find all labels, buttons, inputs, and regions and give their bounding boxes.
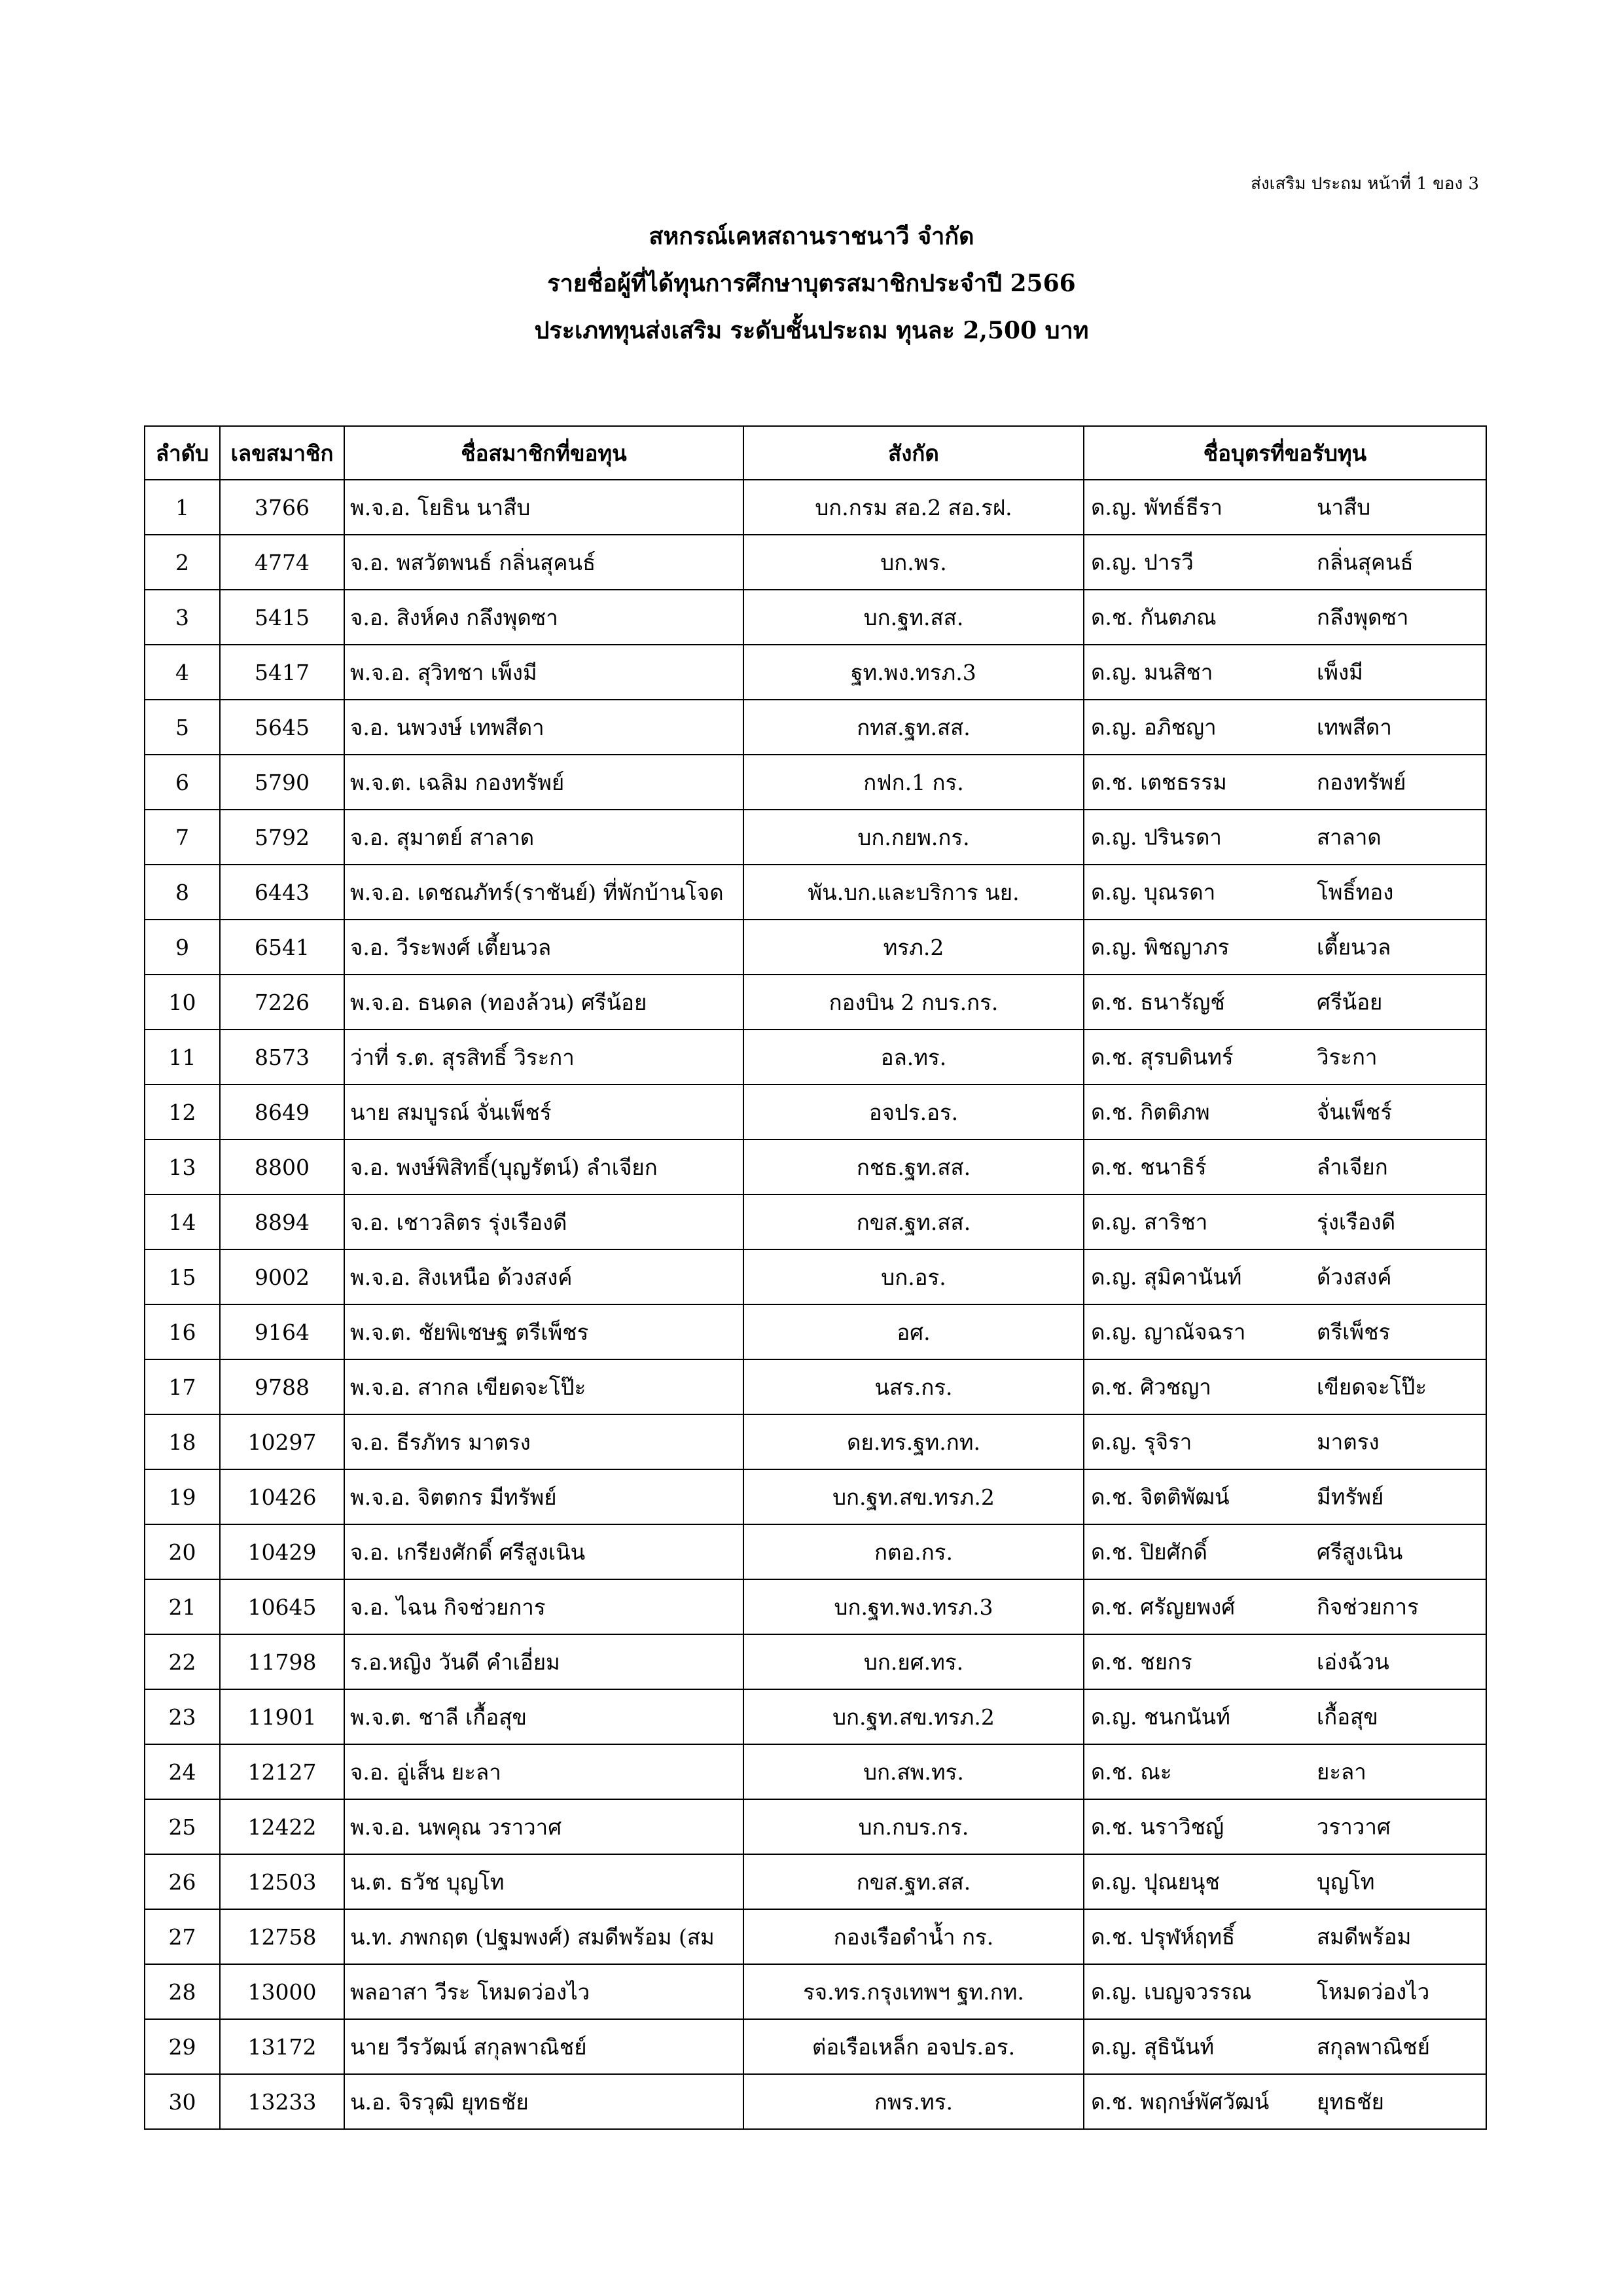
child-first-name: ด.ญ. ชนกนันท์	[1091, 1704, 1230, 1730]
cell-unit: ทรภ.2	[743, 920, 1084, 975]
child-last-name: สมดีพร้อม	[1317, 1924, 1412, 1950]
cell-unit: กพร.ทร.	[743, 2074, 1084, 2129]
table-row	[145, 1030, 1486, 1085]
table-row	[145, 645, 1486, 700]
cell-child-name	[1084, 865, 1486, 920]
table-row	[145, 1524, 1486, 1579]
cell-no: 14	[145, 1194, 220, 1249]
child-first-name: ด.ช. ปิยศักดิ์	[1091, 1539, 1207, 1565]
cell-no: 15	[145, 1249, 220, 1304]
cell-child-name	[1084, 1030, 1486, 1085]
table-row	[145, 1744, 1486, 1799]
cell-member-name: จ.อ. ธีรภัทร มาตรง	[344, 1414, 743, 1469]
cell-unit: บก.พร.	[743, 535, 1084, 590]
cell-member-name: จ.อ. เกรียงศักดิ์ ศรีสูงเนิน	[344, 1524, 743, 1579]
cell-member-name: น.ท. ภพกฤต (ปฐมพงศ์) สมดีพร้อม (สม	[344, 1909, 743, 1964]
child-last-name: จั่นเพ็ชร์	[1317, 1099, 1393, 1125]
cell-no: 16	[145, 1304, 220, 1359]
cell-child-name	[1084, 1304, 1486, 1359]
child-first-name: ด.ญ. สุธินันท์	[1091, 2034, 1215, 2060]
cell-member-name: จ.อ. สุมาตย์ สาลาด	[344, 810, 743, 865]
cell-child-name	[1084, 1909, 1486, 1964]
cell-unit: กชธ.ฐท.สส.	[743, 1139, 1084, 1194]
cell-member-no: 10426	[220, 1469, 344, 1524]
cell-child-name	[1084, 1744, 1486, 1799]
cell-no: 2	[145, 535, 220, 590]
child-last-name: รุ่งเรืองดี	[1317, 1209, 1396, 1235]
cell-member-name: นาย สมบูรณ์ จั่นเพ็ชร์	[344, 1085, 743, 1139]
cell-member-no: 7226	[220, 975, 344, 1030]
child-last-name: บุญโท	[1317, 1869, 1375, 1895]
child-last-name: นาสืบ	[1317, 494, 1371, 520]
child-last-name: กลิ่นสุคนธ์	[1317, 549, 1414, 575]
cell-no: 24	[145, 1744, 220, 1799]
child-last-name: เขียดจะโป๊ะ	[1317, 1374, 1427, 1400]
child-last-name: กลึงพุดซา	[1317, 604, 1409, 630]
cell-member-no: 12127	[220, 1744, 344, 1799]
cell-no: 8	[145, 865, 220, 920]
cell-child-name	[1084, 810, 1486, 865]
cell-member-no: 13233	[220, 2074, 344, 2129]
table-row	[145, 1689, 1486, 1744]
table-row	[145, 1249, 1486, 1304]
table-header-row	[145, 426, 1486, 480]
cell-member-no: 8649	[220, 1085, 344, 1139]
cell-unit: ดย.ทร.ฐท.กท.	[743, 1414, 1084, 1469]
child-first-name: ด.ญ. พิชญาภร	[1091, 934, 1230, 960]
cell-child-name	[1084, 2019, 1486, 2074]
cell-child-name	[1084, 975, 1486, 1030]
cell-member-no: 8894	[220, 1194, 344, 1249]
child-first-name: ด.ญ. รุจิรา	[1091, 1429, 1192, 1455]
cell-member-name: นาย วีรวัฒน์ สกุลพาณิชย์	[344, 2019, 743, 2074]
child-last-name: สกุลพาณิชย์	[1317, 2034, 1430, 2060]
cell-member-no: 4774	[220, 535, 344, 590]
table-row	[145, 1194, 1486, 1249]
title-scholarship-list: รายชื่อผู้ที่ได้ทุนการศึกษาบุตรสมาชิกประจำปี 2566	[547, 270, 1076, 297]
table-row	[145, 1469, 1486, 1524]
child-first-name: ด.ช. ศรัญยพงศ์	[1091, 1594, 1236, 1620]
cell-child-name	[1084, 1964, 1486, 2019]
cell-unit: กทส.ฐท.สส.	[743, 700, 1084, 755]
cell-unit: รจ.ทร.กรุงเทพฯ ฐท.กท.	[743, 1964, 1084, 2019]
child-last-name: เอ่งฉ้วน	[1317, 1649, 1389, 1675]
cell-unit: บก.กรม สอ.2 สอ.รฝ.	[743, 480, 1084, 535]
header-member-name: ชื่อสมาชิกที่ขอทุน	[344, 426, 743, 480]
cell-member-no: 10645	[220, 1579, 344, 1634]
cell-member-name: จ.อ. อู่เส็น ยะลา	[344, 1744, 743, 1799]
cell-member-no: 8573	[220, 1030, 344, 1085]
cell-child-name	[1084, 480, 1486, 535]
cell-no: 4	[145, 645, 220, 700]
cell-no: 12	[145, 1085, 220, 1139]
child-first-name: ด.ญ. พัทธ์ธีรา	[1091, 494, 1223, 520]
document-titles	[0, 213, 1623, 354]
cell-member-no: 9164	[220, 1304, 344, 1359]
cell-member-name: จ.อ. พสวัตพนธ์ กลิ่นสุคนธ์	[344, 535, 743, 590]
child-first-name: ด.ญ. มนสิชา	[1091, 659, 1213, 685]
child-last-name: ศรีน้อย	[1317, 989, 1383, 1015]
table-row	[145, 920, 1486, 975]
cell-child-name	[1084, 535, 1486, 590]
cell-child-name	[1084, 1799, 1486, 1854]
cell-no: 7	[145, 810, 220, 865]
child-first-name: ด.ญ. ปรินรดา	[1091, 824, 1222, 850]
cell-unit: อศ.	[743, 1304, 1084, 1359]
table-row	[145, 810, 1486, 865]
table-row	[145, 1909, 1486, 1964]
cell-unit: บก.กบร.กร.	[743, 1799, 1084, 1854]
cell-child-name	[1084, 2074, 1486, 2129]
child-first-name: ด.ช. ศิวชญา	[1091, 1374, 1211, 1400]
child-first-name: ด.ญ. ญาณัจฉรา	[1091, 1319, 1246, 1345]
cell-unit: บก.ฐท.พง.ทรภ.3	[743, 1579, 1084, 1634]
table-row	[145, 1964, 1486, 2019]
cell-child-name	[1084, 645, 1486, 700]
table-row	[145, 535, 1486, 590]
table-row	[145, 975, 1486, 1030]
child-first-name: ด.ช. จิตติพัฒน์	[1091, 1484, 1230, 1510]
table-body	[145, 480, 1486, 2129]
cell-child-name	[1084, 755, 1486, 810]
child-last-name: ลำเจียก	[1317, 1154, 1388, 1180]
title-cooperative: สหกรณ์เคหสถานราชนาวี จำกัด	[649, 223, 974, 250]
cell-member-no: 5415	[220, 590, 344, 645]
cell-child-name	[1084, 1689, 1486, 1744]
child-last-name: สาลาด	[1317, 824, 1382, 850]
table-row	[145, 755, 1486, 810]
table-row	[145, 1085, 1486, 1139]
child-first-name: ด.ช. ชยกร	[1091, 1649, 1192, 1675]
cell-child-name	[1084, 1579, 1486, 1634]
table-row	[145, 700, 1486, 755]
cell-member-name: พ.จ.ต. ชาลี เกื้อสุข	[344, 1689, 743, 1744]
page-number-label: ส่งเสริม ประถม หน้าที่ 1 ของ 3	[1251, 174, 1479, 194]
cell-unit: อจปร.อร.	[743, 1085, 1084, 1139]
table-row	[145, 1304, 1486, 1359]
cell-member-no: 5417	[220, 645, 344, 700]
cell-member-no: 8800	[220, 1139, 344, 1194]
title-scholarship-type: ประเภททุนส่งเสริม ระดับชั้นประถม ทุนละ 2,500 บาท	[534, 317, 1089, 344]
cell-no: 5	[145, 700, 220, 755]
cell-unit: กฟก.1 กร.	[743, 755, 1084, 810]
cell-member-no: 5792	[220, 810, 344, 865]
cell-no: 23	[145, 1689, 220, 1744]
cell-member-no: 12422	[220, 1799, 344, 1854]
table-row	[145, 2019, 1486, 2074]
cell-unit: ฐท.พง.ทรภ.3	[743, 645, 1084, 700]
cell-member-no: 5790	[220, 755, 344, 810]
child-first-name: ด.ช. พฤกษ์พัศวัฒน์	[1091, 2089, 1270, 2115]
cell-no: 11	[145, 1030, 220, 1085]
header-member-no: เลขสมาชิก	[220, 426, 344, 480]
cell-unit: บก.ฐท.สข.ทรภ.2	[743, 1689, 1084, 1744]
table-row	[145, 480, 1486, 535]
table-row	[145, 1799, 1486, 1854]
cell-member-name: พ.จ.อ. สากล เขียดจะโป๊ะ	[344, 1359, 743, 1414]
header-no: ลำดับ	[145, 426, 220, 480]
child-last-name: เทพสีดา	[1317, 714, 1392, 740]
child-last-name: กองทรัพย์	[1317, 769, 1406, 795]
child-first-name: ด.ช. ณะ	[1091, 1759, 1172, 1785]
cell-member-no: 9002	[220, 1249, 344, 1304]
child-last-name: โหมดว่องไว	[1317, 1979, 1430, 2005]
cell-child-name	[1084, 1854, 1486, 1909]
child-first-name: ด.ญ. บุณรดา	[1091, 879, 1216, 905]
cell-member-no: 13000	[220, 1964, 344, 2019]
cell-member-no: 6541	[220, 920, 344, 975]
cell-no: 22	[145, 1634, 220, 1689]
cell-no: 20	[145, 1524, 220, 1579]
cell-child-name	[1084, 1634, 1486, 1689]
cell-child-name	[1084, 1469, 1486, 1524]
cell-member-name: พ.จ.อ. นพคุณ วราวาศ	[344, 1799, 743, 1854]
table-row	[145, 1854, 1486, 1909]
cell-unit: บก.กยพ.กร.	[743, 810, 1084, 865]
cell-child-name	[1084, 590, 1486, 645]
child-first-name: ด.ช. กิตติภพ	[1091, 1099, 1210, 1125]
cell-member-no: 6443	[220, 865, 344, 920]
child-last-name: เกื้อสุข	[1317, 1704, 1378, 1730]
cell-member-no: 5645	[220, 700, 344, 755]
table-row	[145, 1414, 1486, 1469]
table-row	[145, 1359, 1486, 1414]
cell-member-no: 13172	[220, 2019, 344, 2074]
cell-member-name: จ.อ. เชาวลิตร รุ่งเรืองดี	[344, 1194, 743, 1249]
child-first-name: ด.ช. สุรบดินทร์	[1091, 1044, 1234, 1070]
child-last-name: เพ็งมี	[1317, 659, 1363, 685]
cell-child-name	[1084, 1524, 1486, 1579]
cell-no: 25	[145, 1799, 220, 1854]
cell-unit: กองบิน 2 กบร.กร.	[743, 975, 1084, 1030]
cell-no: 26	[145, 1854, 220, 1909]
child-first-name: ด.ญ. เบญจวรรณ	[1091, 1979, 1252, 2005]
child-last-name: เตี้ยนวล	[1317, 934, 1391, 960]
cell-member-no: 3766	[220, 480, 344, 535]
cell-no: 3	[145, 590, 220, 645]
cell-child-name	[1084, 1194, 1486, 1249]
cell-member-name: พ.จ.อ. เดชณภัทร์(ราชันย์) ที่พักบ้านโจด	[344, 865, 743, 920]
cell-child-name	[1084, 920, 1486, 975]
header-unit: สังกัด	[743, 426, 1084, 480]
cell-member-no: 11798	[220, 1634, 344, 1689]
cell-unit: บก.ฐท.สข.ทรภ.2	[743, 1469, 1084, 1524]
cell-member-name: จ.อ. สิงห์คง กลึงพุดซา	[344, 590, 743, 645]
cell-unit: พัน.บก.และบริการ นย.	[743, 865, 1084, 920]
cell-unit: ต่อเรือเหล็ก อจปร.อร.	[743, 2019, 1084, 2074]
child-first-name: ด.ญ. สุมิคานันท์	[1091, 1264, 1242, 1290]
cell-no: 29	[145, 2019, 220, 2074]
cell-child-name	[1084, 1359, 1486, 1414]
child-first-name: ด.ช. ชนาธิร์	[1091, 1154, 1207, 1180]
cell-no: 10	[145, 975, 220, 1030]
child-first-name: ด.ช. กันตภณ	[1091, 604, 1217, 630]
table-row	[145, 1579, 1486, 1634]
cell-member-name: พ.จ.อ. โยธิน นาสืบ	[344, 480, 743, 535]
cell-unit: บก.อร.	[743, 1249, 1084, 1304]
cell-no: 21	[145, 1579, 220, 1634]
cell-child-name	[1084, 1085, 1486, 1139]
table-row	[145, 590, 1486, 645]
cell-child-name	[1084, 1139, 1486, 1194]
cell-no: 13	[145, 1139, 220, 1194]
cell-child-name	[1084, 1249, 1486, 1304]
cell-unit: นสร.กร.	[743, 1359, 1084, 1414]
cell-no: 28	[145, 1964, 220, 2019]
header-child-name: ชื่อบุตรที่ขอรับทุน	[1084, 426, 1486, 480]
cell-unit: อล.ทร.	[743, 1030, 1084, 1085]
child-last-name: มาตรง	[1317, 1429, 1380, 1455]
cell-no: 17	[145, 1359, 220, 1414]
cell-no: 19	[145, 1469, 220, 1524]
child-first-name: ด.ญ. ปุณยนุช	[1091, 1869, 1220, 1895]
child-last-name: ยะลา	[1317, 1759, 1366, 1785]
cell-unit: กขส.ฐท.สส.	[743, 1194, 1084, 1249]
child-last-name: ศรีสูงเนิน	[1317, 1539, 1403, 1565]
child-first-name: ด.ช. นราวิชญ์	[1091, 1814, 1224, 1840]
cell-member-name: พ.จ.อ. สุวิทชา เพ็งมี	[344, 645, 743, 700]
cell-member-name: จ.อ. ไฉน กิจช่วยการ	[344, 1579, 743, 1634]
cell-member-no: 12503	[220, 1854, 344, 1909]
child-last-name: โพธิ์ทอง	[1317, 879, 1394, 905]
cell-no: 1	[145, 480, 220, 535]
child-last-name: กิจช่วยการ	[1317, 1594, 1419, 1620]
child-last-name: ด้วงสงค์	[1317, 1264, 1392, 1290]
child-first-name: ด.ช. ปรุฬห์ฤทธิ์	[1091, 1924, 1236, 1950]
cell-member-name: ว่าที่ ร.ต. สุรสิทธิ์ วิระกา	[344, 1030, 743, 1085]
cell-member-no: 10297	[220, 1414, 344, 1469]
cell-member-name: จ.อ. วีระพงศ์ เตี้ยนวล	[344, 920, 743, 975]
cell-no: 18	[145, 1414, 220, 1469]
table-row	[145, 1139, 1486, 1194]
cell-member-no: 12758	[220, 1909, 344, 1964]
table-row	[145, 1634, 1486, 1689]
child-last-name: มีทรัพย์	[1317, 1484, 1384, 1510]
table-row	[145, 2074, 1486, 2129]
cell-unit: กตอ.กร.	[743, 1524, 1084, 1579]
cell-member-name: น.ต. ธวัช บุญโท	[344, 1854, 743, 1909]
cell-no: 30	[145, 2074, 220, 2129]
child-first-name: ด.ญ. ปารวี	[1091, 549, 1194, 575]
child-last-name: วราวาศ	[1317, 1814, 1391, 1840]
cell-child-name	[1084, 700, 1486, 755]
cell-unit: กองเรือดำน้ำ กร.	[743, 1909, 1084, 1964]
cell-unit: กขส.ฐท.สส.	[743, 1854, 1084, 1909]
cell-child-name	[1084, 1414, 1486, 1469]
child-first-name: ด.ญ. สาริชา	[1091, 1209, 1208, 1235]
cell-no: 27	[145, 1909, 220, 1964]
table-row	[145, 865, 1486, 920]
child-last-name: วิระกา	[1317, 1044, 1378, 1070]
scholarship-table	[144, 425, 1487, 2130]
cell-member-name: พลอาสา วีระ โหมดว่องไว	[344, 1964, 743, 2019]
child-first-name: ด.ช. ธนารัญช์	[1091, 989, 1225, 1015]
child-last-name: ตรีเพ็ชร	[1317, 1319, 1391, 1345]
child-last-name: ยุทธชัย	[1317, 2089, 1384, 2115]
cell-no: 6	[145, 755, 220, 810]
cell-member-name: พ.จ.อ. สิงเหนือ ด้วงสงค์	[344, 1249, 743, 1304]
cell-member-name: พ.จ.อ. ธนดล (ทองล้วน) ศรีน้อย	[344, 975, 743, 1030]
cell-unit: บก.ฐท.สส.	[743, 590, 1084, 645]
cell-no: 9	[145, 920, 220, 975]
cell-member-no: 9788	[220, 1359, 344, 1414]
cell-unit: บก.สพ.ทร.	[743, 1744, 1084, 1799]
cell-member-name: น.อ. จิรวุฒิ ยุทธชัย	[344, 2074, 743, 2129]
cell-member-no: 11901	[220, 1689, 344, 1744]
cell-member-name: ร.อ.หญิง วันดี คำเอี่ยม	[344, 1634, 743, 1689]
cell-member-name: พ.จ.อ. จิตตกร มีทรัพย์	[344, 1469, 743, 1524]
cell-member-name: พ.จ.ต. เฉลิม กองทรัพย์	[344, 755, 743, 810]
cell-member-no: 10429	[220, 1524, 344, 1579]
cell-member-name: จ.อ. พงษ์พิสิทธิ์(บุญรัตน์) ลำเจียก	[344, 1139, 743, 1194]
cell-member-name: พ.จ.ต. ชัยพิเชษฐ ตรีเพ็ชร	[344, 1304, 743, 1359]
cell-member-name: จ.อ. นพวงษ์ เทพสีดา	[344, 700, 743, 755]
child-first-name: ด.ญ. อภิชญา	[1091, 714, 1217, 740]
cell-unit: บก.ยศ.ทร.	[743, 1634, 1084, 1689]
child-first-name: ด.ช. เตชธรรม	[1091, 769, 1227, 795]
